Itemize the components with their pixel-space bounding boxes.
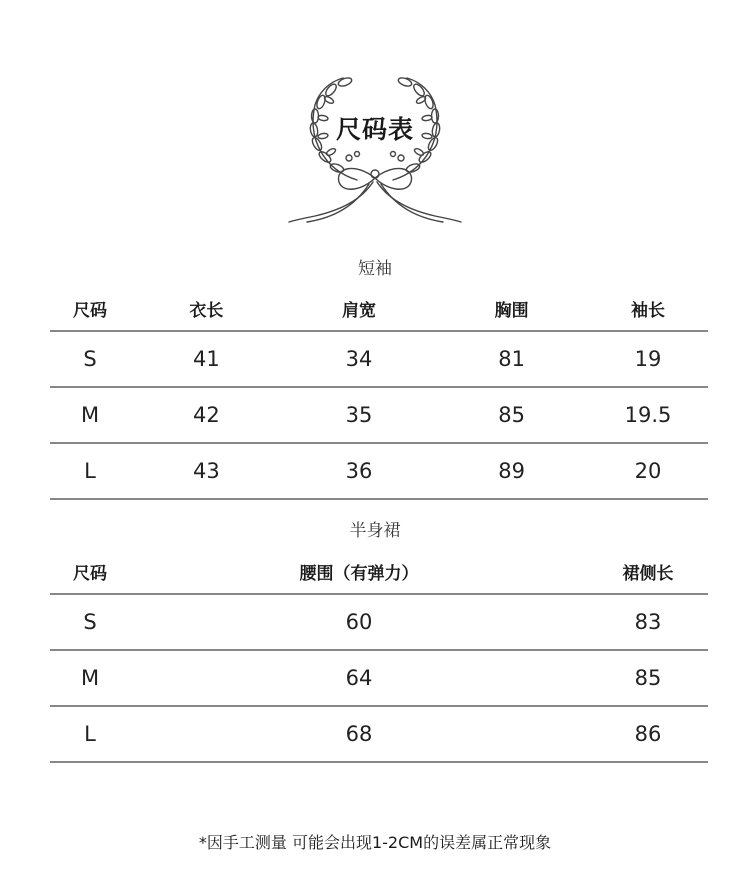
size-chart-emblem bbox=[285, 70, 465, 230]
table-row bbox=[50, 706, 708, 762]
column-header-side-length: 裙侧长 bbox=[588, 549, 708, 594]
column-header-shoulder: 肩宽 bbox=[283, 286, 436, 331]
laurel-wreath-icon bbox=[285, 70, 465, 230]
size-cell: M bbox=[50, 387, 130, 443]
size-cell: L bbox=[50, 443, 130, 499]
size-chart-title: 尺码表 bbox=[335, 115, 414, 144]
column-header-length: 衣长 bbox=[130, 286, 283, 331]
table-row bbox=[50, 594, 708, 650]
table-row bbox=[50, 443, 708, 499]
sleeve-cell: 19.5 bbox=[588, 387, 708, 443]
table-header-row bbox=[50, 286, 708, 331]
shoulder-cell: 35 bbox=[283, 387, 436, 443]
chest-cell: 85 bbox=[435, 387, 588, 443]
sleeve-cell: 19 bbox=[588, 331, 708, 387]
chest-cell: 89 bbox=[435, 443, 588, 499]
waist-cell: 64 bbox=[130, 650, 588, 706]
table-row bbox=[50, 650, 708, 706]
table-header-row bbox=[50, 549, 708, 594]
measurement-footnote: *因手工测量 可能会出现1-2CM的误差属正常现象 bbox=[198, 833, 552, 852]
chest-cell: 81 bbox=[435, 331, 588, 387]
size-cell: L bbox=[50, 706, 130, 762]
length-cell: 41 bbox=[130, 331, 283, 387]
sleeve-cell: 20 bbox=[588, 443, 708, 499]
waist-cell: 68 bbox=[130, 706, 588, 762]
length-cell: 42 bbox=[130, 387, 283, 443]
skirt-title: 半身裙 bbox=[349, 521, 401, 541]
side-length-cell: 83 bbox=[588, 594, 708, 650]
column-header-size: 尺码 bbox=[50, 549, 130, 594]
length-cell: 43 bbox=[130, 443, 283, 499]
size-cell: S bbox=[50, 594, 130, 650]
skirt-size-table bbox=[50, 549, 708, 763]
size-cell: M bbox=[50, 650, 130, 706]
side-length-cell: 86 bbox=[588, 706, 708, 762]
shoulder-cell: 34 bbox=[283, 331, 436, 387]
size-cell: S bbox=[50, 331, 130, 387]
short-sleeve-title: 短袖 bbox=[358, 259, 392, 279]
column-header-chest: 胸围 bbox=[435, 286, 588, 331]
table-row bbox=[50, 387, 708, 443]
table-row bbox=[50, 331, 708, 387]
side-length-cell: 85 bbox=[588, 650, 708, 706]
column-header-size: 尺码 bbox=[50, 286, 130, 331]
column-header-sleeve: 袖长 bbox=[588, 286, 708, 331]
waist-cell: 60 bbox=[130, 594, 588, 650]
short-sleeve-size-table bbox=[50, 286, 708, 500]
shoulder-cell: 36 bbox=[283, 443, 436, 499]
column-header-waist: 腰围（有弹力） bbox=[130, 549, 588, 594]
